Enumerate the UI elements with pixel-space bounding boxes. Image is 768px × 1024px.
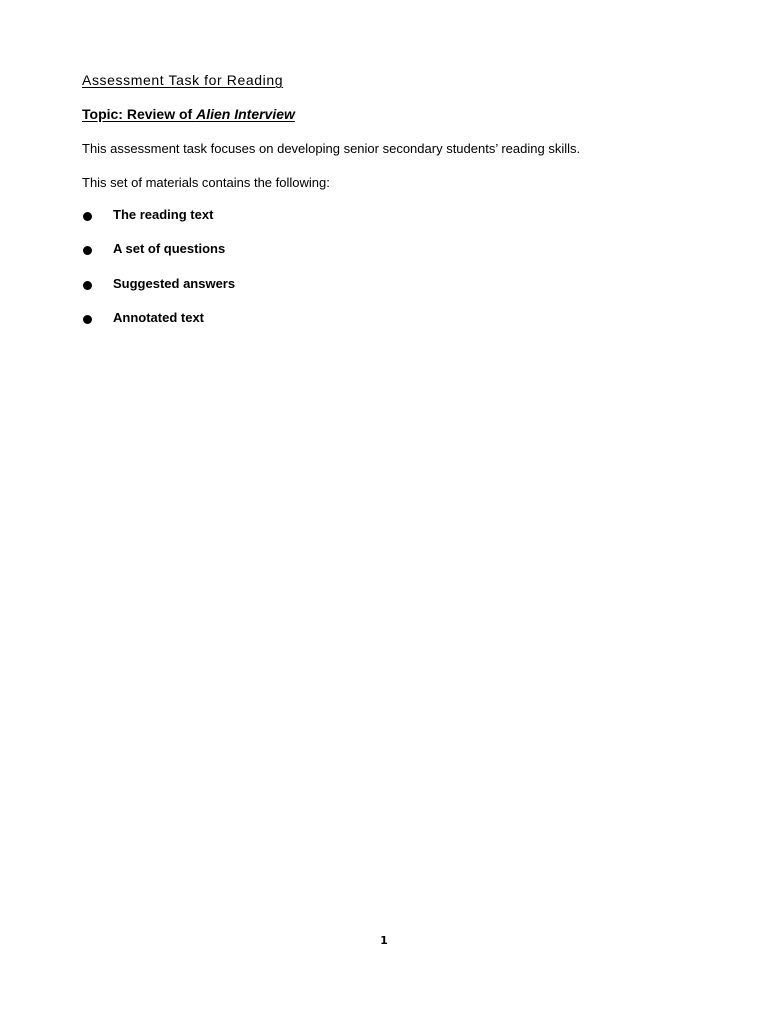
list-item: [82, 276, 235, 310]
document-title: Assessment Task for Reading: [82, 72, 284, 88]
materials-list: [82, 207, 235, 344]
page-number: 1: [380, 934, 388, 947]
bullet-icon: [83, 212, 92, 221]
list-item-label: Suggested answers: [113, 275, 236, 291]
topic-prefix: Topic: Review of: [82, 106, 197, 122]
materials-paragraph: This set of materials contains the following:: [82, 175, 330, 190]
bullet-icon: [83, 281, 92, 290]
list-item: [82, 310, 235, 344]
list-item: [82, 241, 235, 275]
topic-italic-title: Alien Interview: [196, 106, 295, 122]
list-item-label: A set of questions: [113, 241, 226, 257]
document-topic: [82, 106, 295, 122]
bullet-icon: [83, 315, 92, 324]
list-item: [82, 207, 235, 241]
list-item-label: Annotated text: [113, 309, 204, 325]
intro-paragraph: This assessment task focuses on developing senior secondary students’ reading skills.: [82, 141, 581, 156]
list-item-label: The reading text: [113, 207, 214, 222]
bullet-icon: [83, 246, 92, 255]
